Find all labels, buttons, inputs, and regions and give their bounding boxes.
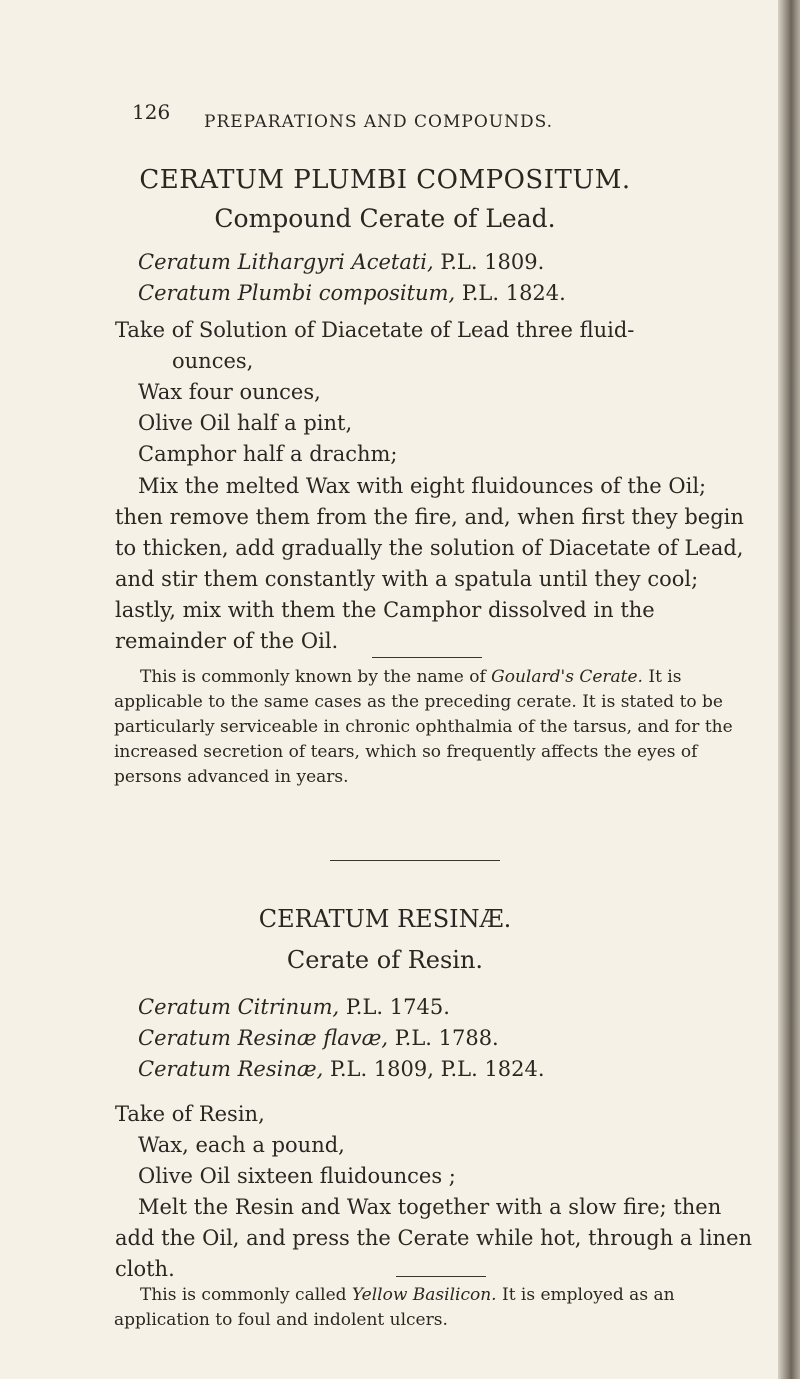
section2-directions: Melt the Resin and Wax together with a slow fire; then add the Oil, and press the Cerate while hot, through a linen cloth. <box>115 1195 753 1281</box>
section2-synonym: Ceratum Resinæ flavæ, P.L. 1788. <box>138 1026 499 1050</box>
section1-ingredient: Camphor half a drachm; <box>138 442 398 466</box>
section2-take: Take of Resin, <box>115 1102 265 1126</box>
section1-directions: Mix the melted Wax with eight fluidounces of the Oil; then remove them from the fire, and, when first they begin to thicken, add gradually the solution of Diacetate of Lead, and stir them constantly with a spatula until they cool; lastly, mix with them the Camphor dissolved in the remainder of the Oil. <box>115 474 744 653</box>
section2-synonym: Ceratum Resinæ, P.L. 1809, P.L. 1824. <box>138 1057 545 1081</box>
section1-subtitle: Compound Cerate of Lead. <box>214 204 556 233</box>
section2-title: CERATUM RESINÆ. <box>258 905 512 933</box>
section1-ingredient: ounces, <box>172 349 254 373</box>
page-edge <box>778 0 800 1379</box>
section-separator-rule <box>330 860 500 861</box>
section1-synonym: Ceratum Plumbi compositum, P.L. 1824. <box>138 281 566 305</box>
section1-ingredient: Olive Oil half a pint, <box>138 411 353 435</box>
section2-note: This is commonly called Yellow Basilicon. It is employed as an application to foul and indolent ulcers. <box>114 1285 675 1330</box>
section1-note: This is commonly known by the name of Goulard's Cerate. It is applicable to the same cases as the preceding cerate. It is stated to be particularly serviceable in chronic ophthalmia of the tarsus, and for the increased secretion of tears, which so frequently affects the eyes of persons advanced in years. <box>114 667 733 787</box>
section2-subtitle: Cerate of Resin. <box>286 946 484 974</box>
section1-rule <box>372 657 482 658</box>
section2-synonym: Ceratum Citrinum, P.L. 1745. <box>138 995 450 1019</box>
section2-ingredient: Wax, each a pound, <box>138 1133 345 1157</box>
section1-ingredient: Wax four ounces, <box>138 380 321 404</box>
section1-title: CERATUM PLUMBI COMPOSITUM. <box>139 165 631 195</box>
section2-ingredient: Olive Oil sixteen fluidounces ; <box>138 1164 456 1188</box>
section2-rule <box>396 1276 486 1277</box>
section1-synonym: Ceratum Lithargyri Acetati, P.L. 1809. <box>138 250 545 274</box>
running-head: PREPARATIONS AND COMPOUNDS. <box>204 112 554 132</box>
section1-take: Take of Solution of Diacetate of Lead three fluid- <box>115 318 635 342</box>
page-number: 126 <box>132 100 171 124</box>
